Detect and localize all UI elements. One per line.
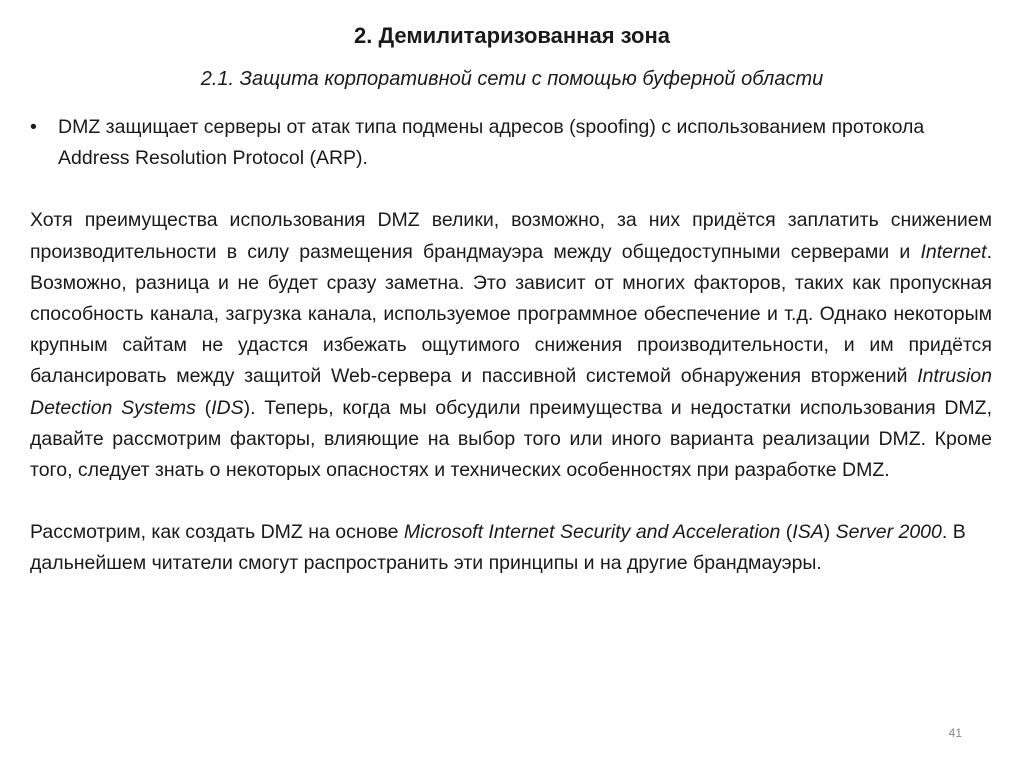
paragraph-text: Рассмотрим, как создать DMZ на основе	[30, 521, 404, 544]
page-number: 41	[948, 726, 962, 740]
bullet-text: DMZ защищает серверы от атак типа подмены адресов (spoofing) с использованием протокола Address Resolution Protocol (ARP).	[58, 116, 925, 170]
paragraph-text: (	[195, 396, 212, 419]
term-isa-full: Microsoft Internet Security and Acceleration	[403, 521, 781, 544]
term-server-2000: Server 2000	[835, 521, 942, 544]
term-ids: IDS	[211, 396, 244, 419]
bullet-item	[30, 112, 992, 174]
paragraph-isa	[30, 517, 992, 579]
slide-body	[30, 112, 992, 580]
paragraph-text: )	[823, 521, 836, 544]
term-isa: ISA	[792, 521, 824, 544]
paragraph-performance	[30, 205, 992, 486]
term-ids-full: Intrusion Detection Systems	[30, 365, 992, 419]
slide-title: 2. Демилитаризованная зона	[353, 23, 671, 48]
paragraph-text: (	[780, 521, 793, 544]
paragraph-text: . В дальнейшем читатели смогут распространить эти принципы и на другие брандмауэры.	[30, 521, 966, 575]
paragraph-text: ). Теперь, когда мы обсудили преимущества и недостатки использования DMZ, давайте рассмотрим факторы, влияющие на выбор того или иного варианта реализации DMZ. Кроме того, следует знать о некоторых опасностях и технических особенностях при разработке DMZ.	[30, 396, 992, 482]
bullet-marker: •	[30, 116, 37, 138]
term-internet: Internet	[920, 240, 987, 263]
slide-subtitle: 2.1. Защита корпоративной сети с помощью буферной области	[200, 68, 824, 90]
paragraph-text: . Возможно, разница и не будет сразу заметна. Это зависит от многих факторов, таких как пропускная способность канала, загрузка канала, используемое программное обеспечение и т.д. Однако некоторым крупным сайтам не удастся избежать ощутимого снижения производительности, и им придётся балансировать между защитой Web-сервера и пассивной системой обнаружения вторжений	[30, 240, 992, 388]
paragraph-text: Хотя преимущества использования DMZ велики, возможно, за них придётся заплатить снижением производительности в силу размещения брандмауэра между общедоступными серверами и	[30, 209, 992, 263]
